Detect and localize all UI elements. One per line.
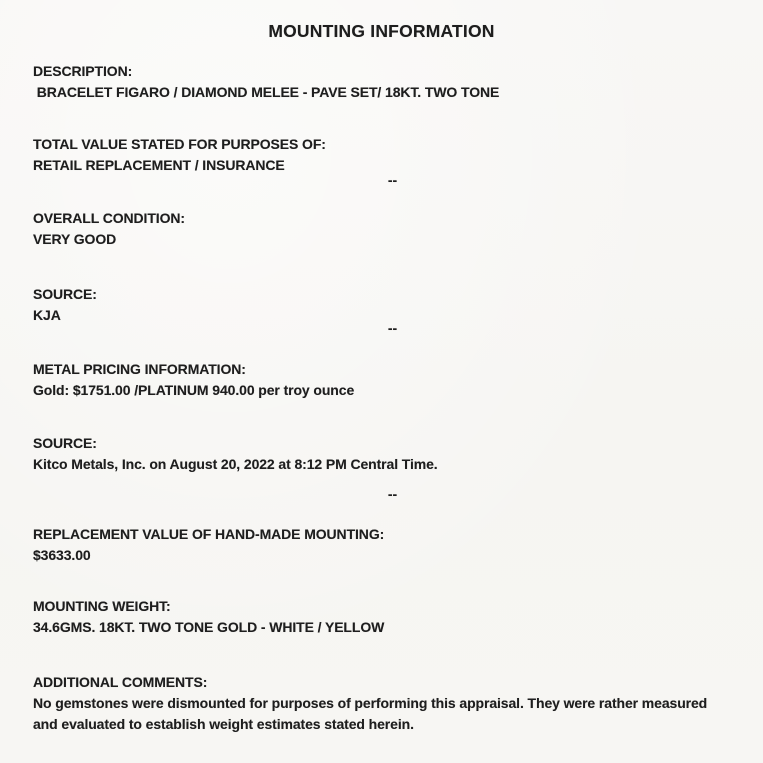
separator-dashes: -- <box>387 172 398 188</box>
separator-dashes: -- <box>387 486 398 502</box>
section-mounting-weight <box>33 596 733 638</box>
total-value-purpose-value: RETAIL REPLACEMENT / INSURANCE <box>33 157 285 173</box>
mounting-weight-value: 34.6GMS. 18KT. TWO TONE GOLD - WHITE / YELLOW <box>33 619 385 635</box>
section-metal-pricing <box>33 359 733 401</box>
description-value: BRACELET FIGARO / DIAMOND MELEE - PAVE SET/ 18KT. TWO TONE <box>33 84 500 100</box>
separator-dashes: -- <box>387 320 398 336</box>
additional-comments-label: ADDITIONAL COMMENTS: <box>33 674 208 690</box>
source-1-label: SOURCE: <box>33 286 97 302</box>
total-value-purpose-label: TOTAL VALUE STATED FOR PURPOSES OF: <box>33 136 326 152</box>
metal-pricing-label: METAL PRICING INFORMATION: <box>33 361 246 377</box>
section-source-2 <box>33 433 733 475</box>
section-overall-condition <box>33 208 733 250</box>
additional-comments-value: No gemstones were dismounted for purposes of performing this appraisal. They were rather measured and evaluated to establish weight estimates stated herein. <box>33 695 711 732</box>
mounting-weight-label: MOUNTING WEIGHT: <box>33 598 171 614</box>
source-1-value: KJA <box>33 307 61 323</box>
page-title: MOUNTING INFORMATION <box>268 21 495 41</box>
replacement-value-value: $3633.00 <box>33 547 91 563</box>
description-label: DESCRIPTION: <box>33 63 133 79</box>
overall-condition-value: VERY GOOD <box>33 231 117 247</box>
source-2-label: SOURCE: <box>33 435 97 451</box>
source-2-value: Kitco Metals, Inc. on August 20, 2022 at 8:12 PM Central Time. <box>33 456 438 472</box>
overall-condition-label: OVERALL CONDITION: <box>33 210 185 226</box>
section-description <box>33 61 733 103</box>
section-additional-comments <box>33 672 733 735</box>
metal-pricing-value: Gold: $1751.00 /PLATINUM 940.00 per troy ounce <box>33 382 355 398</box>
replacement-value-label: REPLACEMENT VALUE OF HAND-MADE MOUNTING: <box>33 526 385 542</box>
section-replacement-value <box>33 524 733 566</box>
